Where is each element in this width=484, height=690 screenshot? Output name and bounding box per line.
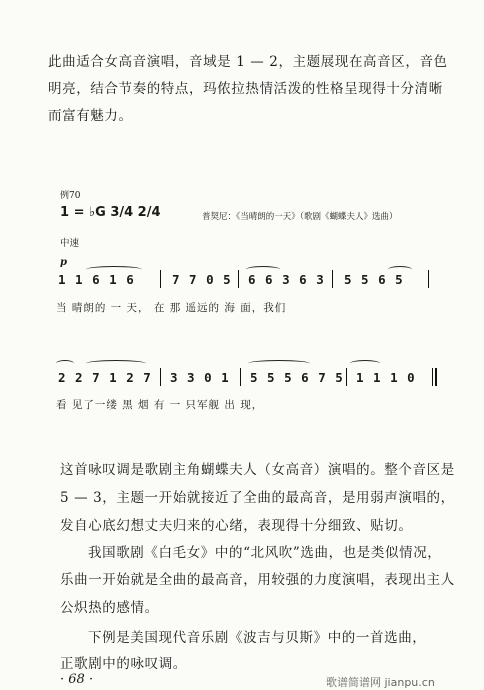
measure: 1 1 6 1 6 (58, 272, 135, 287)
measure: 1 1 1 0 (356, 370, 416, 385)
slur (350, 360, 380, 367)
barline (160, 270, 161, 288)
body-line-4: 我国歌剧《白毛女》中的“北风吹”选曲，也是类似情况， (88, 545, 442, 561)
barline (240, 368, 241, 386)
example-label: 例70 (60, 191, 81, 201)
barline (160, 368, 161, 386)
barline (238, 270, 239, 288)
body-line-5: 乐曲一开始就是全曲的最高音，用较强的力度演唱，表现出主人 (60, 572, 455, 588)
measure: 5 5 6 5 (344, 272, 404, 287)
key-signature: 1 = ♭G 3/4 2/4 (60, 205, 161, 220)
barline (432, 368, 433, 386)
intro-line-2: 明亮，结合节奏的特点，玛侬拉热情活泼的性格呈现得十分清晰 (48, 81, 443, 97)
intro-line-3: 而富有魅力。 (48, 108, 133, 124)
slur (86, 360, 146, 367)
barline (346, 368, 347, 386)
measure: 6 6 3 6 3 (248, 272, 325, 287)
slur (248, 360, 310, 367)
barline (428, 270, 429, 288)
final-barline (435, 368, 437, 386)
body-line-2: 5 — 3，主题一开始就接近了全曲的最高音，是用弱声演唱的， (60, 490, 455, 506)
page-number: · 68 · (60, 672, 94, 687)
lyrics-row-2: 看 见了一缕 黑 烟 有 一 只军舰 出 现， (56, 399, 264, 411)
body-line-7: 下例是美国现代音乐剧《波吉与贝斯》中的一首选曲， (88, 630, 427, 646)
example-source: 普契尼：《当晴朗的一天》（歌剧《蝴蝶夫人》选曲） (202, 212, 398, 222)
measure: 3 3 0 1 (170, 370, 230, 385)
intro-line-1: 此曲适合女高音演唱，音域是 1 — 2，主题展现在高音区，音色 (48, 54, 448, 70)
dynamic-marking: p (60, 257, 67, 268)
tempo-marking: 中速 (60, 238, 80, 249)
measure: 7 7 0 5 (172, 272, 232, 287)
lyrics-row-1: 当 晴朗的 一 天， 在 那 遥远的 海 面，我们 (56, 302, 287, 314)
body-line-3: 发自心底幻想丈夫归来的心绪，表现得十分细致、贴切。 (60, 518, 413, 534)
body-line-1: 这首咏叹调是歌剧主角蝴蝶夫人（女高音）演唱的。整个音区是 (60, 462, 455, 478)
body-line-6: 公炽热的感情。 (60, 600, 159, 616)
barline (332, 270, 333, 288)
watermark: 歌谱简谱网 jianpu.cn (326, 676, 435, 689)
measure: 2 2 7 1 2 7 (58, 370, 152, 385)
measure: 5 5 5 6 7 5 (250, 370, 344, 385)
slur (56, 360, 74, 367)
body-line-8: 正歌剧中的咏叹调。 (60, 656, 187, 672)
